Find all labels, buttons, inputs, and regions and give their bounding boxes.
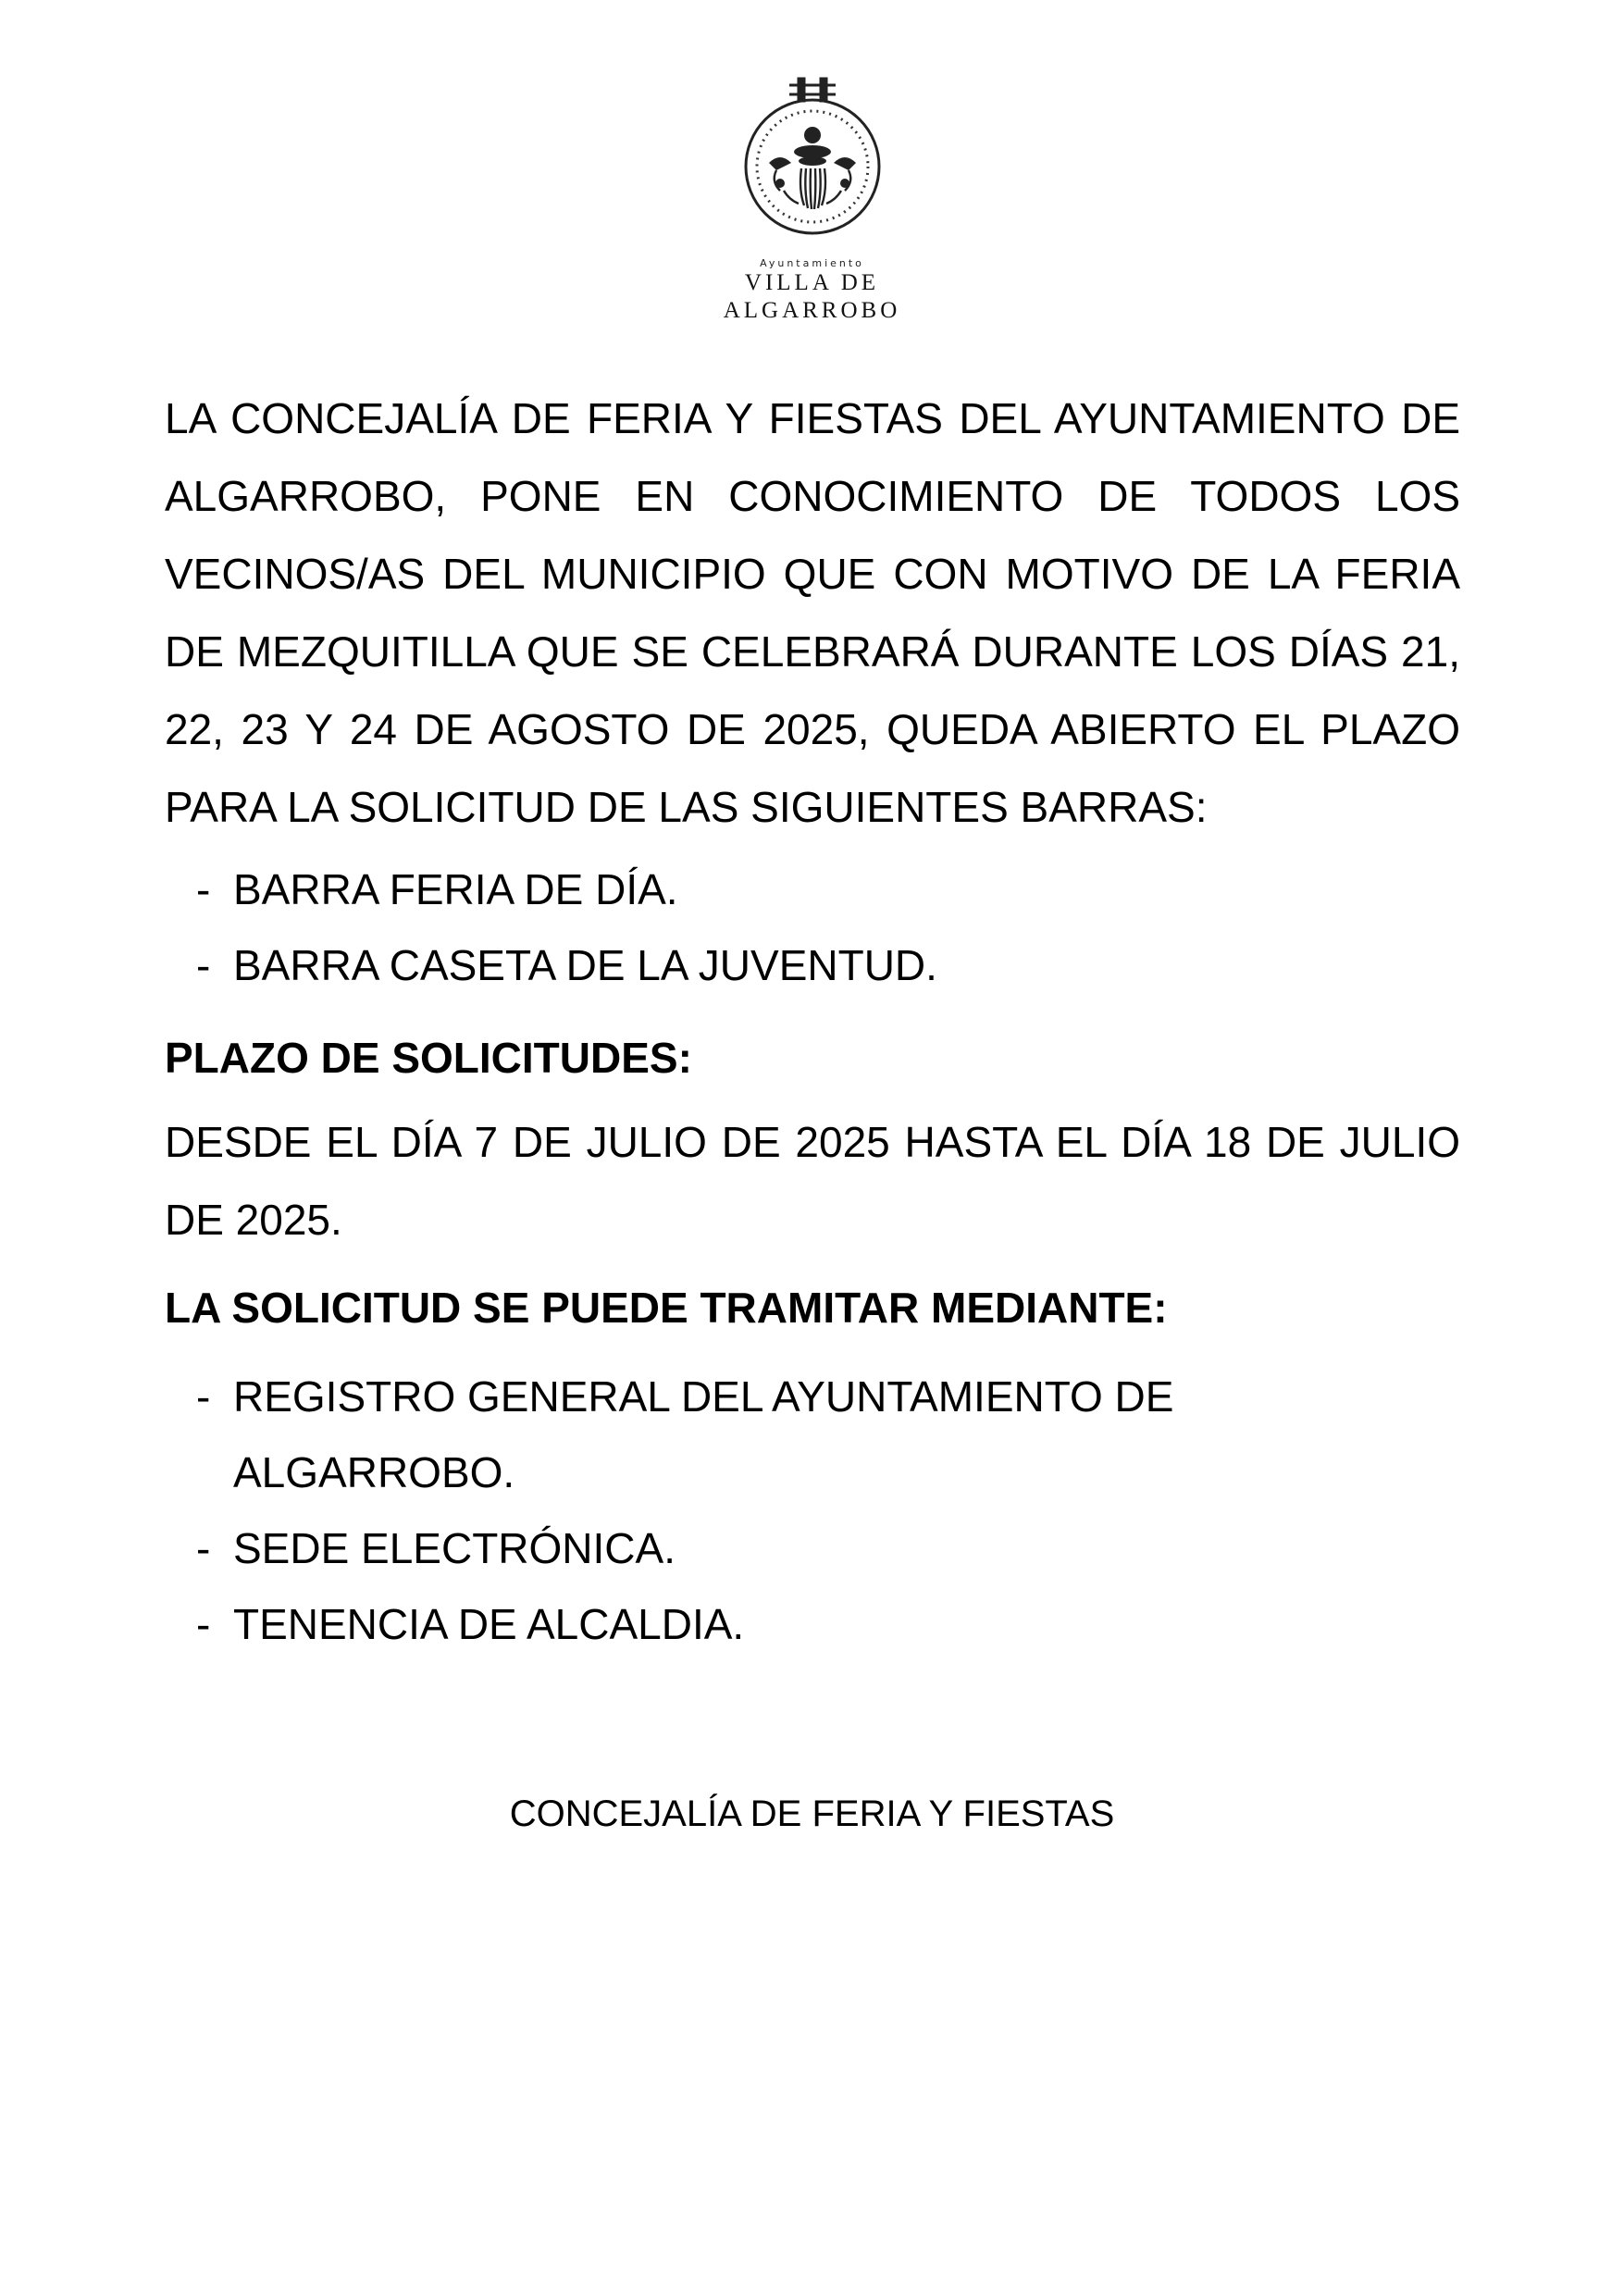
list-item: [196, 851, 1460, 927]
bullet-dash: -: [196, 1524, 211, 1572]
list-item: [196, 927, 1460, 1003]
intro-paragraph: LA CONCEJALÍA DE FERIA Y FIESTAS DEL AYUNTAMIENTO DE ALGARROBO, PONE EN CONOCIMIENTO DE TODOS LOS VECINOS/AS DEL MUNICIPIO QUE CON MOTIVO DE LA FERIA DE MEZQUITILLA QUE SE CELEBRARÁ DURANTE LOS DÍAS 21, 22, 23 Y 24 DE AGOSTO DE 2025, QUEDA ABIERTO EL PLAZO PARA LA SOLICITUD DE LAS SIGUIENTES BARRAS:: [165, 394, 1460, 831]
tramitacion-heading: LA SOLICITUD SE PUEDE TRAMITAR MEDIANTE:: [165, 1284, 1168, 1332]
logo-caption-small: Ayuntamiento: [760, 257, 864, 269]
bullet-dash: -: [196, 865, 211, 913]
logo-title-line-1: VILLA DE: [744, 270, 880, 295]
bullet-dash: -: [196, 1600, 211, 1648]
tramitacion-item-text: SEDE ELECTRÓNICA.: [233, 1524, 676, 1572]
document-body: [165, 379, 1460, 1671]
plazo-heading: PLAZO DE SOLICITUDES:: [165, 1034, 692, 1082]
plazo-text: DESDE EL DÍA 7 DE JULIO DE 2025 HASTA EL DÍA 18 DE JULIO DE 2025.: [165, 1118, 1460, 1244]
barra-item-text: BARRA CASETA DE LA JUVENTUD.: [233, 941, 937, 989]
bullet-dash: -: [196, 1372, 211, 1421]
tramitacion-item-text: TENENCIA DE ALCALDIA.: [233, 1600, 745, 1648]
list-item: [196, 1359, 1460, 1510]
barra-item-text: BARRA FERIA DE DÍA.: [233, 865, 678, 913]
signature-line: CONCEJALÍA DE FERIA Y FIESTAS: [509, 1793, 1115, 1834]
bullet-dash: -: [196, 941, 211, 989]
logo-title-line-2: ALGARROBO: [723, 298, 901, 323]
barras-list: [165, 851, 1460, 1003]
municipal-logo: [0, 74, 1624, 325]
list-item: [196, 1586, 1460, 1662]
tramitacion-item-text: REGISTRO GENERAL DEL AYUNTAMIENTO DE ALGARROBO.: [233, 1372, 1174, 1496]
list-item: [196, 1510, 1460, 1586]
tramitacion-list: [165, 1359, 1460, 1662]
seal-emblem-icon: [743, 74, 882, 241]
